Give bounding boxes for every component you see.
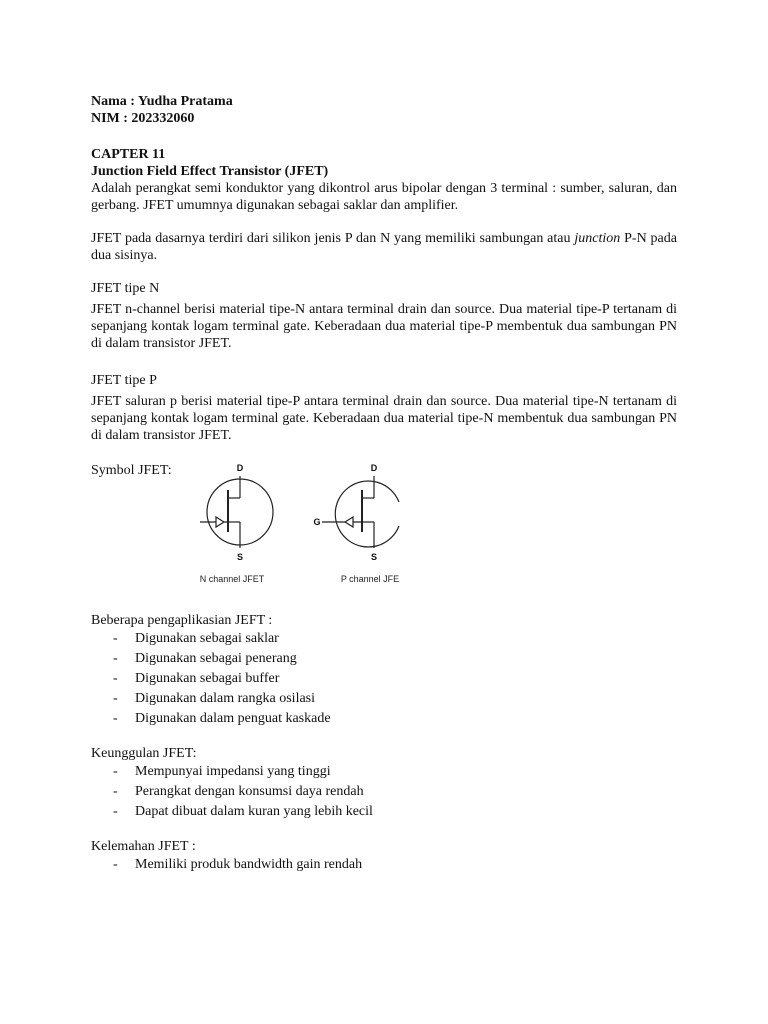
p-type-heading: JFET tipe P: [91, 373, 157, 388]
disadvantages-list: [91, 855, 677, 875]
n-channel-jfet-symbol: [200, 476, 273, 548]
list-item-text: Digunakan dalam rangka osilasi: [135, 691, 316, 706]
symbol-label: Symbol JFET:: [91, 463, 172, 478]
list-item: [91, 782, 677, 802]
applications-heading: Beberapa pengaplikasian JEFT :: [91, 613, 273, 628]
p-type-section: [91, 372, 677, 444]
applications-section: [91, 612, 677, 729]
chapter-label: CAPTER 11: [91, 147, 166, 162]
n-type-paragraph: JFET n-channel berisi material tipe-N antara terminal drain dan source. Dua material tipe-P tertanam di sepanjang kontak logam terminal gate. Keberadaan dua material tipe-P membentuk dua sambungan PN di dalam transistor JFET.: [91, 302, 677, 351]
symbol-section: [91, 462, 677, 612]
list-item: [91, 762, 677, 782]
list-dash: -: [113, 804, 118, 819]
disadvantages-heading: Kelemahan JFET :: [91, 839, 196, 854]
disadvantages-section: [91, 838, 677, 875]
list-item: [91, 669, 677, 689]
list-item: [91, 629, 677, 649]
advantages-heading: Keunggulan JFET:: [91, 746, 197, 761]
basics-text-after: P-N pada dua sisinya.: [91, 231, 677, 263]
list-item: [91, 709, 677, 729]
p-channel-drain-label: D: [370, 463, 378, 473]
student-name: Nama : Yudha Pratama: [91, 94, 233, 109]
applications-list: [91, 629, 677, 729]
p-channel-arc: [335, 481, 399, 547]
list-item-text: Digunakan dalam penguat kaskade: [135, 711, 331, 726]
p-type-paragraph: JFET saluran p berisi material tipe-P antara terminal drain dan source. Dua material tipe-N tertanam di sepanjang kontak logam terminal gate. Keberadaan dua material tipe-N membentuk dua sambungan PN di dalam transistor JFET.: [91, 394, 677, 443]
basics-text-before: JFET pada dasarnya terdiri dari silikon jenis P dan N yang memiliki sambungan atau: [91, 231, 575, 246]
advantages-list: [91, 762, 677, 822]
list-item: [91, 649, 677, 669]
list-item-text: Digunakan sebagai penerang: [135, 651, 297, 666]
chapter-section: [91, 146, 677, 214]
n-channel-source-label: S: [236, 552, 244, 562]
list-item-text: Memiliki produk bandwidth gain rendah: [135, 857, 363, 872]
list-item-text: Digunakan sebagai saklar: [135, 631, 279, 646]
list-dash: -: [113, 691, 118, 706]
list-item: [91, 689, 677, 709]
list-dash: -: [113, 631, 118, 646]
list-item-text: Mempunyai impedansi yang tinggi: [135, 764, 331, 779]
jfet-symbol-figure: [196, 460, 526, 596]
n-type-heading: JFET tipe N: [91, 281, 160, 296]
list-dash: -: [113, 784, 118, 799]
p-channel-source-label: S: [370, 552, 378, 562]
n-channel-gate-arrow: [216, 517, 224, 527]
p-channel-gate-arrow: [345, 517, 353, 527]
p-channel-gate-label: G: [313, 517, 321, 527]
list-dash: -: [113, 711, 118, 726]
list-dash: -: [113, 671, 118, 686]
list-item: [91, 855, 677, 875]
list-dash: -: [113, 764, 118, 779]
n-type-section: [91, 280, 677, 352]
chapter-title: Junction Field Effect Transistor (JFET): [91, 164, 329, 179]
p-channel-jfet-symbol: [322, 476, 399, 548]
list-item-text: Perangkat dengan konsumsi daya rendah: [135, 784, 364, 799]
n-channel-drain-label: D: [236, 463, 244, 473]
n-channel-caption: N channel JFET: [199, 574, 265, 584]
list-item-text: Dapat dibuat dalam kuran yang lebih kecil: [135, 804, 373, 819]
p-channel-caption: P channel JFE: [340, 574, 400, 584]
document-page: [91, 93, 677, 875]
chapter-intro: Adalah perangkat semi konduktor yang dikontrol arus bipolar dengan 3 terminal : sumber, saluran, dan gerbang. JFET umumnya digunakan sebagai saklar dan amplifier.: [91, 181, 677, 213]
basics-italic-word: junction: [574, 231, 621, 246]
list-dash: -: [113, 857, 118, 872]
basics-paragraph: [91, 230, 677, 264]
list-item-text: Digunakan sebagai buffer: [135, 671, 280, 686]
student-nim: NIM : 202332060: [91, 111, 195, 126]
list-dash: -: [113, 651, 118, 666]
student-info: [91, 93, 677, 127]
advantages-section: [91, 745, 677, 822]
list-item: [91, 802, 677, 822]
